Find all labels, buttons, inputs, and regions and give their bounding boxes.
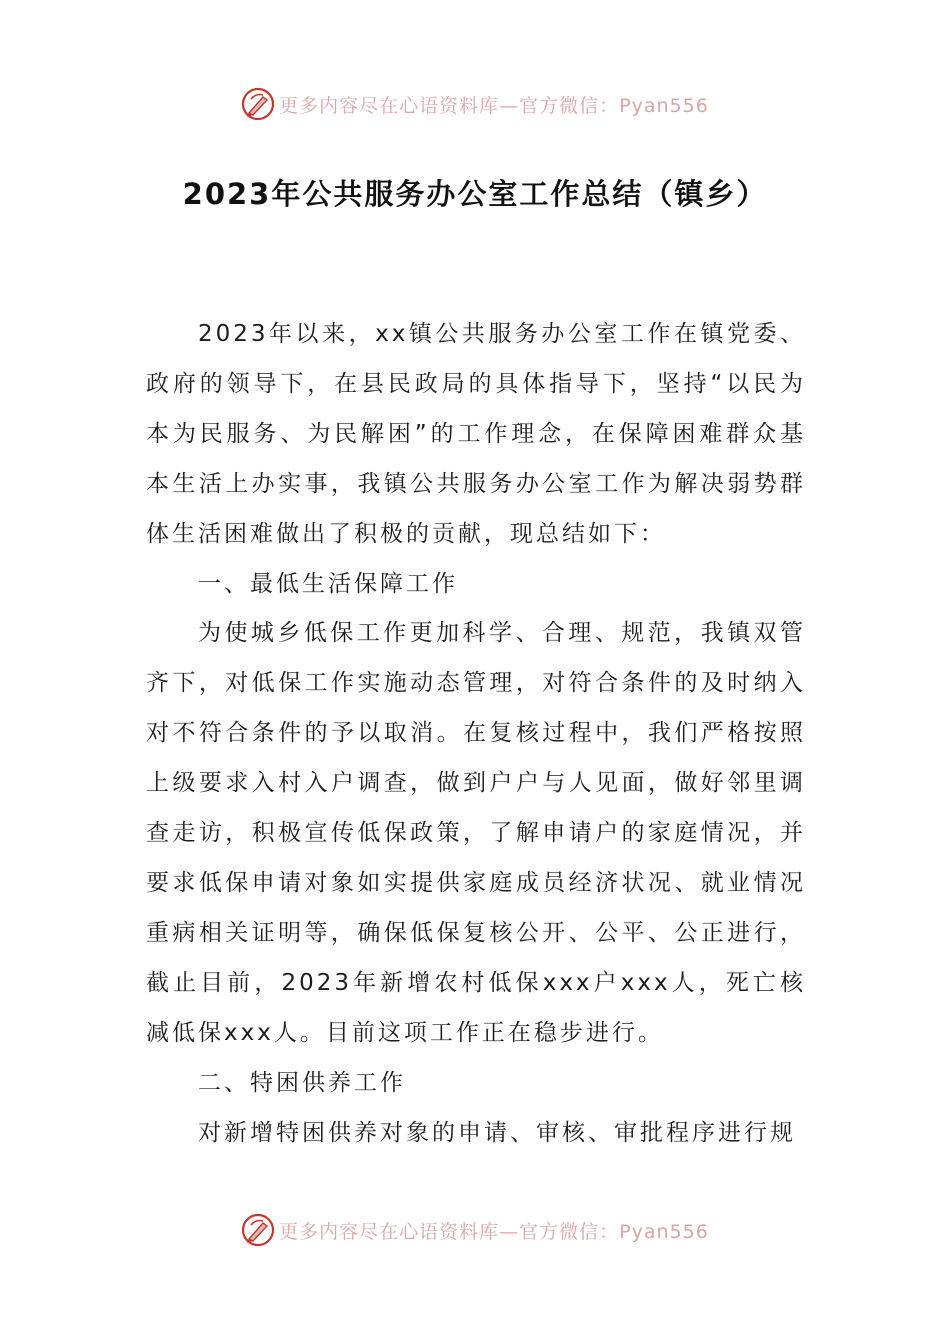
section-heading-1: 一、最低生活保障工作 — [198, 570, 458, 597]
pen-logo-icon — [241, 1213, 275, 1247]
paragraph-intro: 2023年以来，xx镇公共服务办公室工作在镇党委、政府的领导下，在县民政局的具体指导下，坚持“以民为本为民服务、为民解困”的工作理念，在保障困难群众基本生活上办实事，我镇公共服务办公室工作为解决弱势群体生活困难做出了积极的贡献，现总结如下： — [146, 321, 806, 547]
pen-logo-icon — [241, 87, 275, 121]
watermark-text-bottom: 更多内容尽在心语资料库—官方微信：Pyan556 — [279, 1220, 709, 1243]
watermark-banner-top — [0, 84, 950, 124]
paragraph-section-1: 为使城乡低保工作更加科学、合理、规范，我镇双管齐下，对低保工作实施动态管理，对符合条件的及时纳入对不符合条件的予以取消。在复核过程中，我们严格按照上级要求入村入户调查，做到户户与人见面，做好邻里调查走访，积极宣传低保政策，了解申请户的家庭情况，并要求低保申请对象如实提供家庭成员经济状况、就业情况重病相关证明等，确保低保复核公开、公平、公正进行，截止目前，2023年新增农村低保xxx户xxx人，死亡核减低保xxx人。目前这项工作正在稳步进行。 — [146, 620, 806, 1046]
watermark-text-top: 更多内容尽在心语资料库—官方微信：Pyan556 — [279, 94, 709, 117]
watermark-banner-bottom — [0, 1210, 950, 1250]
paragraph-section-2: 对新增特困供养对象的申请、审核、审批程序进行规 — [198, 1119, 796, 1146]
section-heading-2: 二、特困供养工作 — [198, 1069, 406, 1096]
document-title: 2023年公共服务办公室工作总结（镇乡） — [182, 177, 768, 211]
document-body — [146, 310, 806, 1158]
